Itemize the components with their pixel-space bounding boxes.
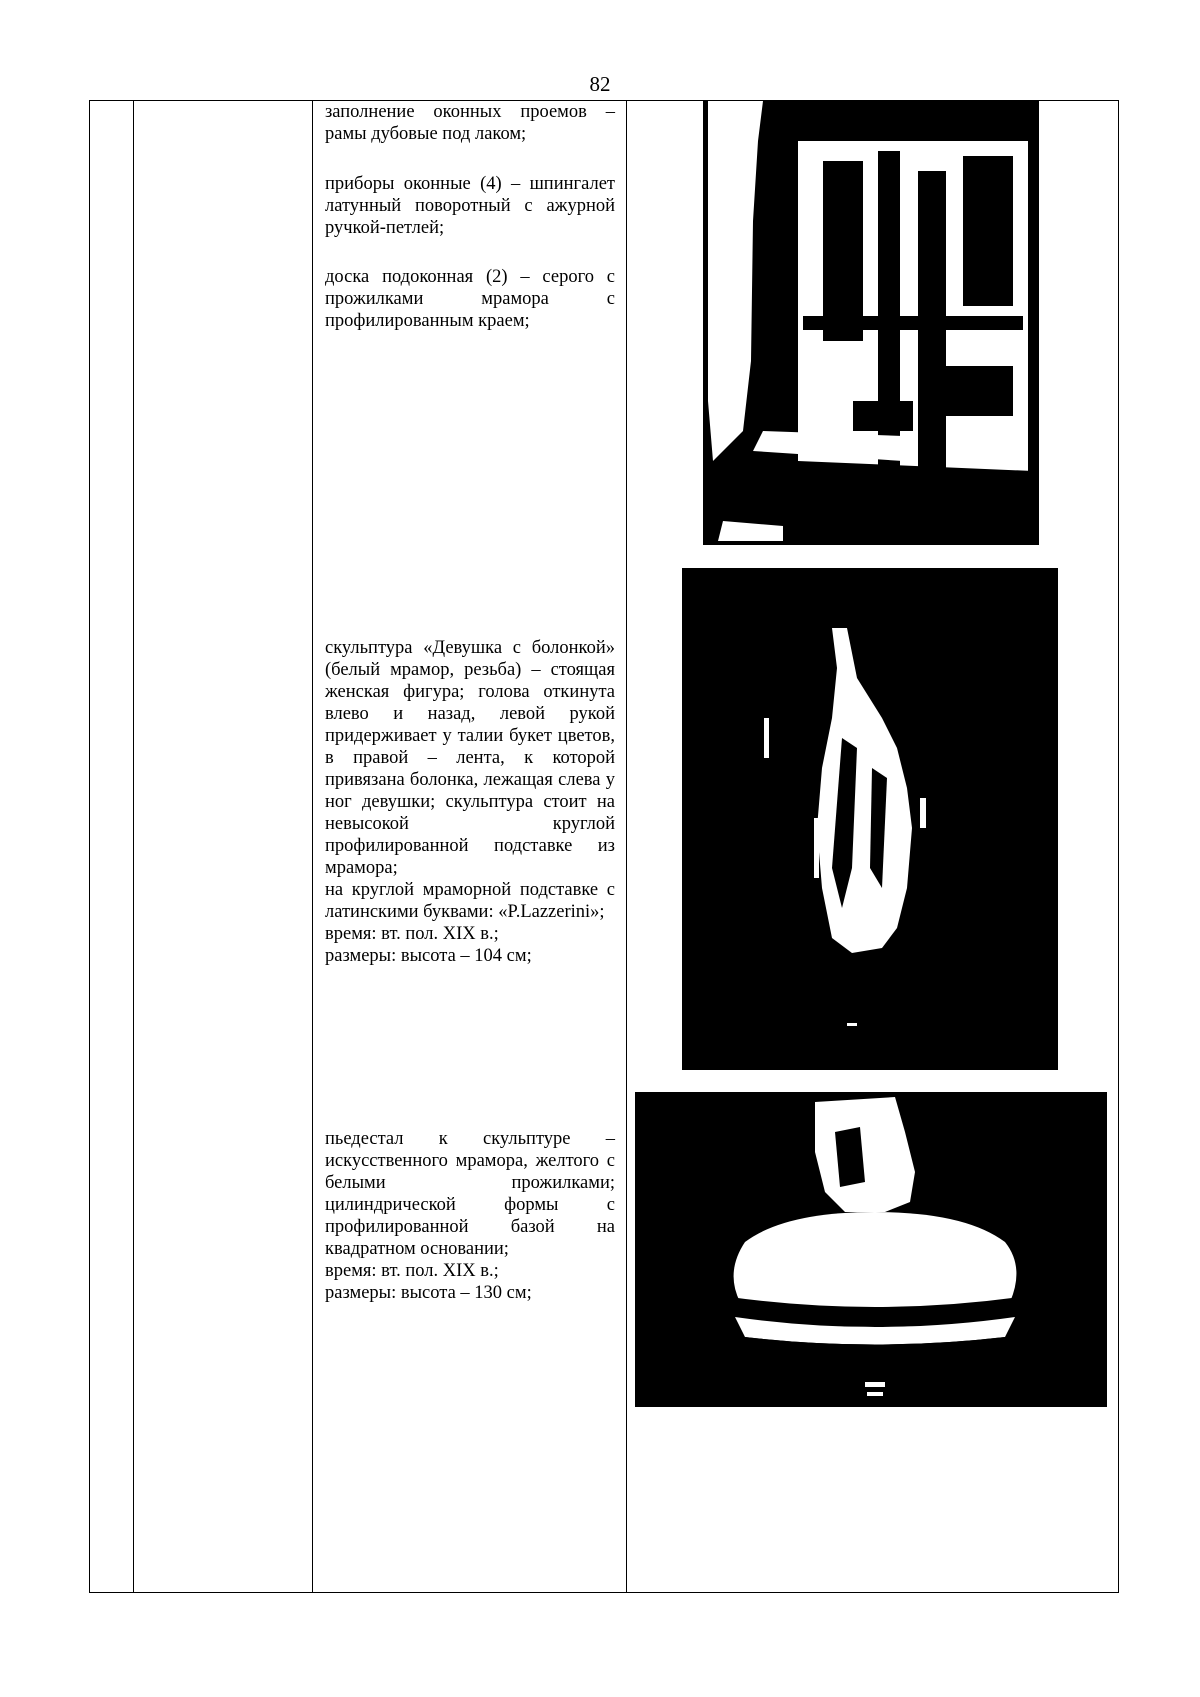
paragraph-sculpture bbox=[325, 637, 615, 967]
paragraph-window-sill: доска подоконная (2) – серого с прожилками мрамора с профилированным краем; bbox=[325, 267, 615, 331]
pedestal-description: пьедестал к скульптуре – искусственного мрамора, желтого с белыми прожилками; цилиндрической формы с профилированной базой на квадратном основании; bbox=[325, 1129, 615, 1259]
sculpture-description: скульптура «Девушка с болонкой» (белый мрамор, резьба) – стоящая женская фигура; голова откинута влево и назад, левой рукой придерживает у талии букет цветов, в правой – лента, к которой привязана болонка, лежащая слева у ног девушки; скульптура стоит на невысокой круглой профилированной подставке из мрамора; bbox=[325, 638, 615, 878]
pedestal-photo bbox=[635, 1092, 1107, 1407]
pedestal-size: размеры: высота – 130 см; bbox=[325, 1283, 532, 1303]
sculpture-inscription: на круглой мраморной подставке с латинскими буквами: «P.Lazzerini»; bbox=[325, 880, 615, 922]
column-divider-2 bbox=[312, 100, 313, 1593]
window-photo bbox=[703, 101, 1039, 545]
sculpture-photo bbox=[682, 568, 1058, 1070]
page-number: 82 bbox=[589, 72, 611, 96]
column-divider-1 bbox=[133, 100, 134, 1593]
pedestal-time: время: вт. пол. XIX в.; bbox=[325, 1261, 499, 1281]
paragraph-pedestal bbox=[325, 1128, 615, 1304]
sculpture-time: время: вт. пол. XIX в.; bbox=[325, 924, 499, 944]
sculpture-size: размеры: высота – 104 см; bbox=[325, 946, 532, 966]
paragraph-window-devices: приборы оконные (4) – шпингалет латунный поворотный с ажурной ручкой-петлей; bbox=[325, 174, 615, 238]
paragraph-window-fill: заполнение оконных проемов – рамы дубовые под лаком; bbox=[325, 102, 615, 144]
column-divider-3 bbox=[626, 100, 627, 1593]
